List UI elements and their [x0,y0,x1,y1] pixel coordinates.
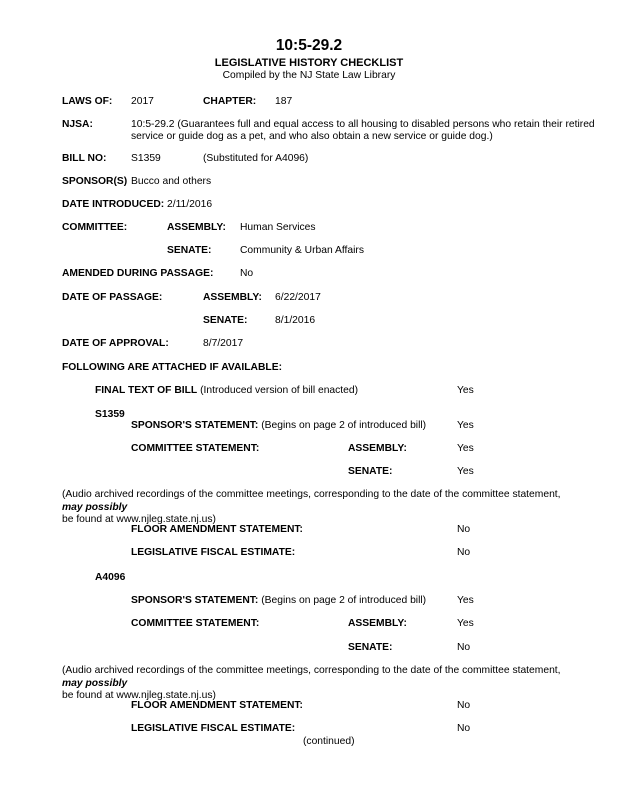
s1359-committee-senate-value: Yes [457,466,474,477]
s1359-committee-senate-label: SENATE: [348,466,393,477]
a4096-committee-assembly-label: ASSEMBLY: [348,618,407,629]
final-text-label: FINAL TEXT OF BILL [95,385,198,396]
a4096-committee-assembly-value: Yes [457,618,474,629]
committee-senate-label: SENATE: [167,245,212,256]
committee-assembly-value: Human Services [240,222,316,233]
a4096-fiscal-estimate-label: LEGISLATIVE FISCAL ESTIMATE: [131,723,296,734]
bill-no-label: BILL NO: [62,153,107,164]
njsa-description-line1: 10:5-29.2 (Guarantees full and equal access to all housing to disabled persons who retain their retired [131,119,595,130]
laws-of-label: LAWS OF: [62,96,113,107]
a4096-heading: A4096 [95,572,126,583]
document-subtitle: Compiled by the NJ State Law Library [222,70,396,81]
document-title: LEGISLATIVE HISTORY CHECKLIST [214,57,404,69]
passage-assembly-value: 6/22/2017 [275,292,321,303]
final-text-row [95,385,358,397]
s1359-committee-assembly-label: ASSEMBLY: [348,443,407,454]
passage-assembly-label: ASSEMBLY: [203,292,262,303]
njsa-label: NJSA: [62,119,93,130]
s1359-sponsor-statement-value: Yes [457,420,474,431]
s1359-heading: S1359 [95,409,125,420]
laws-of-value: 2017 [131,96,154,107]
a4096-audio-link-text: be found at www.njleg.state.nj.us) [62,690,216,701]
a4096-committee-senate-value: No [457,642,471,653]
a4096-committee-senate-label: SENATE: [348,642,393,653]
s1359-audio-emphasis: may possibly [62,501,128,513]
s1359-sponsor-statement-row [131,420,426,432]
a4096-fiscal-estimate-value: No [457,723,471,734]
continued-note: (continued) [303,736,355,747]
s1359-floor-amendment-value: No [457,524,471,535]
a4096-committee-statement-label: COMMITTEE STATEMENT: [131,618,260,629]
s1359-audio-link-text: be found at www.njleg.state.nj.us) [62,514,216,525]
attached-heading: FOLLOWING ARE ATTACHED IF AVAILABLE: [62,362,283,373]
a4096-floor-amendment-value: No [457,700,471,711]
committee-assembly-label: ASSEMBLY: [167,222,226,233]
a4096-audio-text: (Audio archived recordings of the committee meetings, corresponding to the date of the committee statement, [62,665,561,676]
sponsors-label: SPONSOR(S) [62,176,128,187]
final-text-note: (Introduced version of bill enacted) [200,385,359,396]
njsa-description-line2: service or guide dog as a pet, and who also obtain a new service or guide dog.) [131,131,493,142]
a4096-sponsor-statement-value: Yes [457,595,474,606]
s1359-sponsor-statement-label: SPONSOR'S STATEMENT: [131,420,259,431]
s1359-audio-note [62,489,562,527]
date-of-approval-label: DATE OF APPROVAL: [62,338,169,349]
committee-senate-value: Community & Urban Affairs [240,245,364,256]
amended-label: AMENDED DURING PASSAGE: [62,268,214,279]
passage-senate-value: 8/1/2016 [275,315,316,326]
date-introduced-value: 2/11/2016 [167,199,213,210]
chapter-label: CHAPTER: [203,96,257,107]
date-of-approval-value: 8/7/2017 [203,338,244,349]
date-of-passage-label: DATE OF PASSAGE: [62,292,163,303]
s1359-fiscal-estimate-value: No [457,547,471,558]
s1359-floor-amendment-label: FLOOR AMENDMENT STATEMENT: [131,524,303,535]
bill-no-substitution-note: (Substituted for A4096) [203,153,309,164]
s1359-audio-text: (Audio archived recordings of the committee meetings, corresponding to the date of the committee statement, [62,489,561,500]
a4096-sponsor-statement-row [131,595,426,607]
s1359-committee-assembly-value: Yes [457,443,474,454]
a4096-audio-note [62,665,562,703]
bill-no-value: S1359 [131,153,161,164]
document-number: 10:5-29.2 [275,37,343,54]
a4096-sponsor-statement-note: (Begins on page 2 of introduced bill) [261,595,427,606]
date-introduced-label: DATE INTRODUCED: [62,199,165,210]
s1359-fiscal-estimate-label: LEGISLATIVE FISCAL ESTIMATE: [131,547,296,558]
a4096-sponsor-statement-label: SPONSOR'S STATEMENT: [131,595,259,606]
passage-senate-label: SENATE: [203,315,248,326]
s1359-sponsor-statement-note: (Begins on page 2 of introduced bill) [261,420,427,431]
s1359-committee-statement-label: COMMITTEE STATEMENT: [131,443,260,454]
final-text-value: Yes [457,385,474,396]
a4096-floor-amendment-label: FLOOR AMENDMENT STATEMENT: [131,700,303,711]
amended-value: No [240,268,254,279]
chapter-value: 187 [275,96,293,107]
a4096-audio-emphasis: may possibly [62,677,128,689]
sponsors-value: Bucco and others [131,176,212,187]
committee-label: COMMITTEE: [62,222,128,233]
